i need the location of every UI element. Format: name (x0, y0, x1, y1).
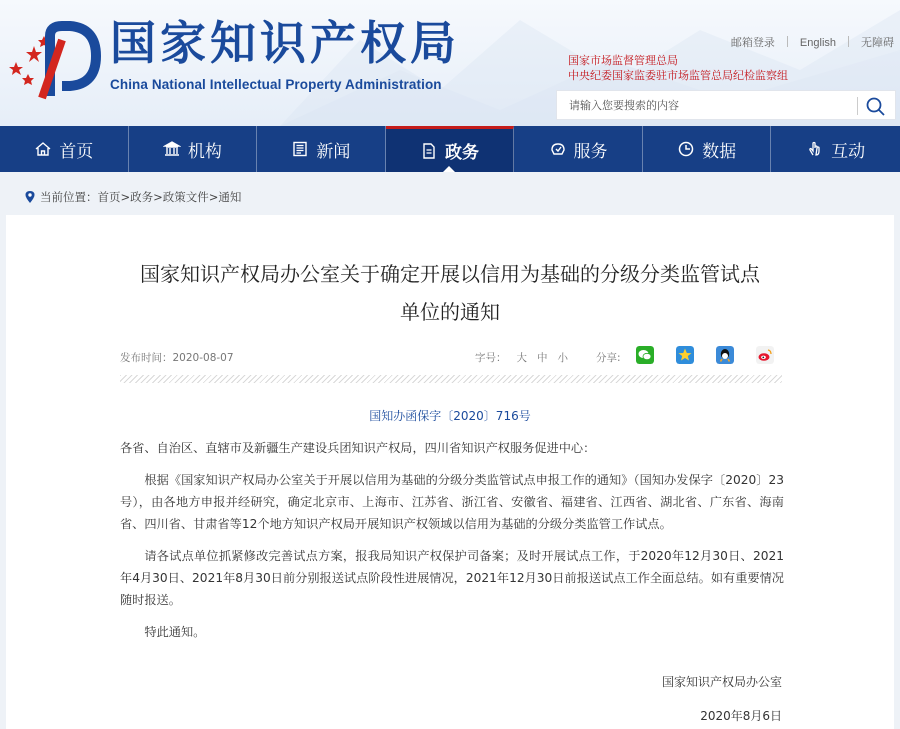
building-icon (163, 140, 181, 158)
nav-item-government-affairs[interactable] (386, 126, 515, 172)
location-pin-icon (24, 190, 36, 204)
signature-block (662, 671, 782, 727)
data-icon (677, 140, 695, 158)
meta-divider (120, 375, 782, 383)
article-title (26, 255, 874, 331)
divider (848, 36, 849, 47)
search-icon[interactable] (863, 95, 889, 117)
breadcrumb-policy-docs[interactable]: 政策文件 (162, 190, 209, 204)
qzone-icon[interactable] (676, 346, 694, 364)
breadcrumb-prefix: 当前位置： (40, 190, 98, 204)
mail-login-link[interactable]: 邮箱登录 (730, 37, 775, 49)
search-divider (857, 97, 858, 115)
font-size-medium[interactable]: 中 (537, 352, 548, 364)
nav-item-interaction[interactable] (771, 126, 900, 172)
article-meta (120, 348, 782, 368)
home-icon (34, 140, 52, 158)
nav-label: 新闻 (316, 141, 351, 162)
breadcrumb-notice[interactable]: 通知 (218, 190, 242, 204)
active-caret (443, 166, 455, 172)
breadcrumb-sep: > (208, 190, 219, 204)
qq-icon[interactable] (716, 346, 734, 364)
site-title-en[interactable]: China National Intellectual Property Administration (110, 77, 442, 92)
top-utility-links (731, 34, 894, 50)
breadcrumb (24, 189, 241, 205)
share-icons (636, 346, 796, 364)
weibo-icon[interactable] (756, 346, 774, 364)
font-size-small[interactable]: 小 (557, 352, 568, 364)
nav-label: 互动 (831, 141, 866, 162)
article-body (120, 437, 784, 653)
font-size-control (475, 350, 568, 365)
samr-link[interactable]: 国家市场监督管理总局 (568, 54, 678, 67)
closing-paragraph: 特此通知。 (144, 625, 206, 639)
cnipa-logo-icon[interactable] (4, 16, 102, 102)
main-nav (0, 126, 900, 172)
accessibility-link[interactable]: 无障碍 (861, 37, 894, 49)
discipline-inspection-link[interactable]: 中央纪委国家监委驻市场监管总局纪检监察组 (568, 69, 788, 82)
body-paragraph: 根据《国家知识产权局办公室关于开展以信用为基础的分级分类监管试点申报工作的通知》（国知办发保字〔2020〕23号），由各地方申报并经研究，确定北京市、上海市、江苏省、浙江省、安徽省、福建省、江西省、湖北省、广东省、海南省、四川省、甘肃省等12个地方知识产权局开展知识产权领域以信用为基础的分级分类监管工作试点。 (120, 473, 784, 531)
article-card (6, 215, 894, 729)
breadcrumb-sep: > (153, 190, 163, 204)
nav-label: 机构 (187, 141, 222, 162)
font-size-label: 字号： (475, 352, 507, 364)
affiliated-org-links (568, 53, 788, 83)
site-title-cn[interactable]: 国家知识产权局 (110, 16, 460, 70)
addressee-paragraph: 各省、自治区、直辖市及新疆生产建设兵团知识产权局，四川省知识产权服务促进中心： (120, 441, 596, 455)
search-input[interactable] (557, 91, 857, 119)
body-paragraph: 请各试点单位抓紧修改完善试点方案，报我局知识产权保护司备案；及时开展试点工作，于2020年12月30日、2021年4月30日、2021年8月30日前分别报送试点阶段性进展情况，2021年12月30日前报送试点工作全面总结。如有重要情况随时报送。 (120, 549, 784, 607)
search-bar (556, 90, 896, 120)
article-title-line1: 国家知识产权局办公室关于确定开展以信用为基础的分级分类监管试点 (140, 262, 760, 286)
nav-item-services[interactable] (514, 126, 643, 172)
breadcrumb-sep: > (120, 190, 131, 204)
nav-label: 服务 (573, 141, 608, 162)
nav-item-home[interactable] (0, 126, 129, 172)
publish-date: 发布时间：2020-08-07 (120, 352, 234, 364)
site-header (0, 0, 900, 126)
service-icon (549, 140, 567, 158)
nav-item-news[interactable] (257, 126, 386, 172)
hand-icon (806, 140, 824, 158)
document-number: 国知办函保字〔2020〕716号 (369, 409, 531, 423)
english-link[interactable]: English (799, 37, 836, 49)
wechat-icon[interactable] (636, 346, 654, 364)
signature-date: 2020年8月6日 (700, 709, 782, 723)
nav-label: 首页 (59, 141, 94, 162)
signature: 国家知识产权局办公室 (661, 675, 782, 689)
breadcrumb-government[interactable]: 政务 (130, 190, 154, 204)
nav-label: 数据 (702, 141, 737, 162)
document-icon (420, 142, 438, 160)
breadcrumb-home[interactable]: 首页 (97, 190, 121, 204)
newspaper-icon (291, 140, 309, 158)
nav-item-data[interactable] (643, 126, 772, 172)
article-title-line2: 单位的通知 (400, 300, 500, 324)
nav-item-organization[interactable] (129, 126, 258, 172)
share-label: 分享: (596, 352, 621, 364)
divider (787, 36, 788, 47)
font-size-large[interactable]: 大 (516, 352, 527, 364)
nav-label: 政务 (444, 143, 479, 163)
